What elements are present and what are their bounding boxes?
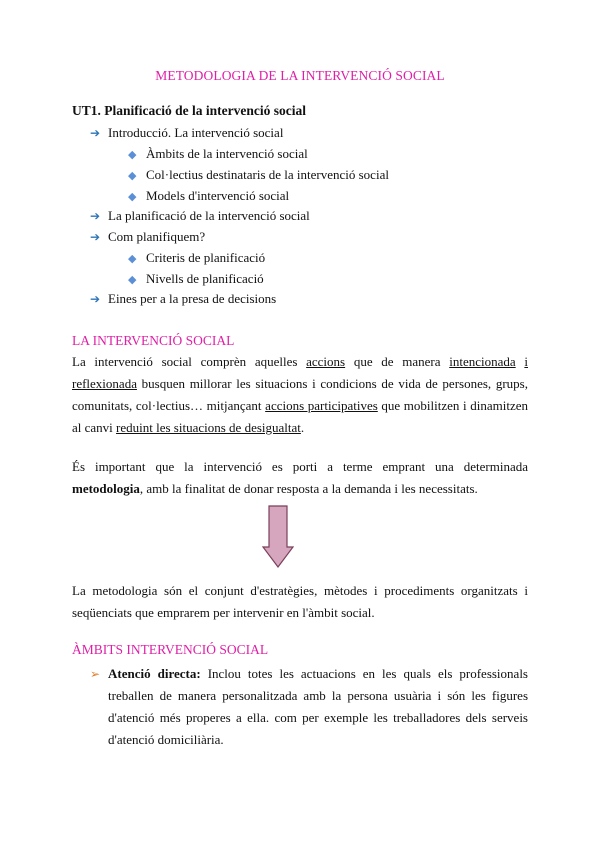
outline-subitem: ◆ Col·lectius destinataris de la intervenció social	[128, 167, 389, 182]
arrow-bullet-icon: ➔	[90, 209, 101, 223]
arrow-bullet-icon: ➔	[90, 126, 101, 140]
diamond-bullet-icon: ◆	[128, 169, 137, 182]
document-title: METODOLOGIA DE LA INTERVENCIÓ SOCIAL	[155, 68, 445, 83]
diamond-bullet-icon: ◆	[128, 252, 137, 265]
arrowhead-bullet-icon: ➢	[90, 667, 101, 681]
outline-subitem: ◆ Criteris de planificació	[128, 250, 266, 265]
outline-item: ➔ La planificació de la intervenció social	[90, 208, 310, 223]
paragraph-intervencio: La intervenció social comprèn aquelles accions que de manera intencionada i reflexionada busquen millorar les situacions i condicions de vida de persones, grups, comunitats, col·lectius… mitjançant accions participatives que mobilitzen i dinamitzen al canvi reduint les situacions de desigualtat.	[72, 354, 528, 435]
outline-subitem: ◆ Àmbits de la intervenció social	[128, 146, 308, 161]
outline-item: ➔ Introducció. La intervenció social	[90, 125, 284, 140]
outline-subitem: ◆ Models d'intervenció social	[128, 188, 290, 203]
list-item-atencio-directa: ➢ Atenció directa: Inclou totes les actuacions en les quals els professionals treballen de manera personalitzada amb la persona usuària i són les figures d'atenció més properes a ella. com per exemple les treballadores dels serveis d'atenció domiciliària.	[90, 663, 528, 751]
diamond-bullet-icon: ◆	[128, 148, 137, 161]
section-heading: ÀMBITS INTERVENCIÓ SOCIAL	[72, 642, 269, 657]
arrow-bullet-icon: ➔	[90, 230, 101, 244]
diamond-bullet-icon: ◆	[128, 190, 137, 203]
paragraph-metodologia: És important que la intervenció es porti a terme emprant una determinada metodologia, amb la finalitat de donar resposta a la demanda i les necessitats.	[72, 459, 528, 496]
down-arrow-icon	[262, 505, 294, 569]
diamond-bullet-icon: ◆	[128, 273, 137, 286]
outline-item: ➔ Eines per a la presa de decisions	[90, 291, 277, 306]
outline-item: ➔ Com planifiquem?	[90, 229, 206, 244]
paragraph-definicio-metodologia: La metodologia són el conjunt d'estratègies, mètodes i procediments organitzats i seqüenciats que emprarem per intervenir en l'àmbit social.	[72, 583, 528, 620]
outline-subitem: ◆ Nivells de planificació	[128, 271, 264, 286]
unit-title: UT1. Planificació de la intervenció social	[72, 103, 306, 118]
arrow-bullet-icon: ➔	[90, 292, 101, 306]
section-heading: LA INTERVENCIÓ SOCIAL	[72, 333, 235, 348]
